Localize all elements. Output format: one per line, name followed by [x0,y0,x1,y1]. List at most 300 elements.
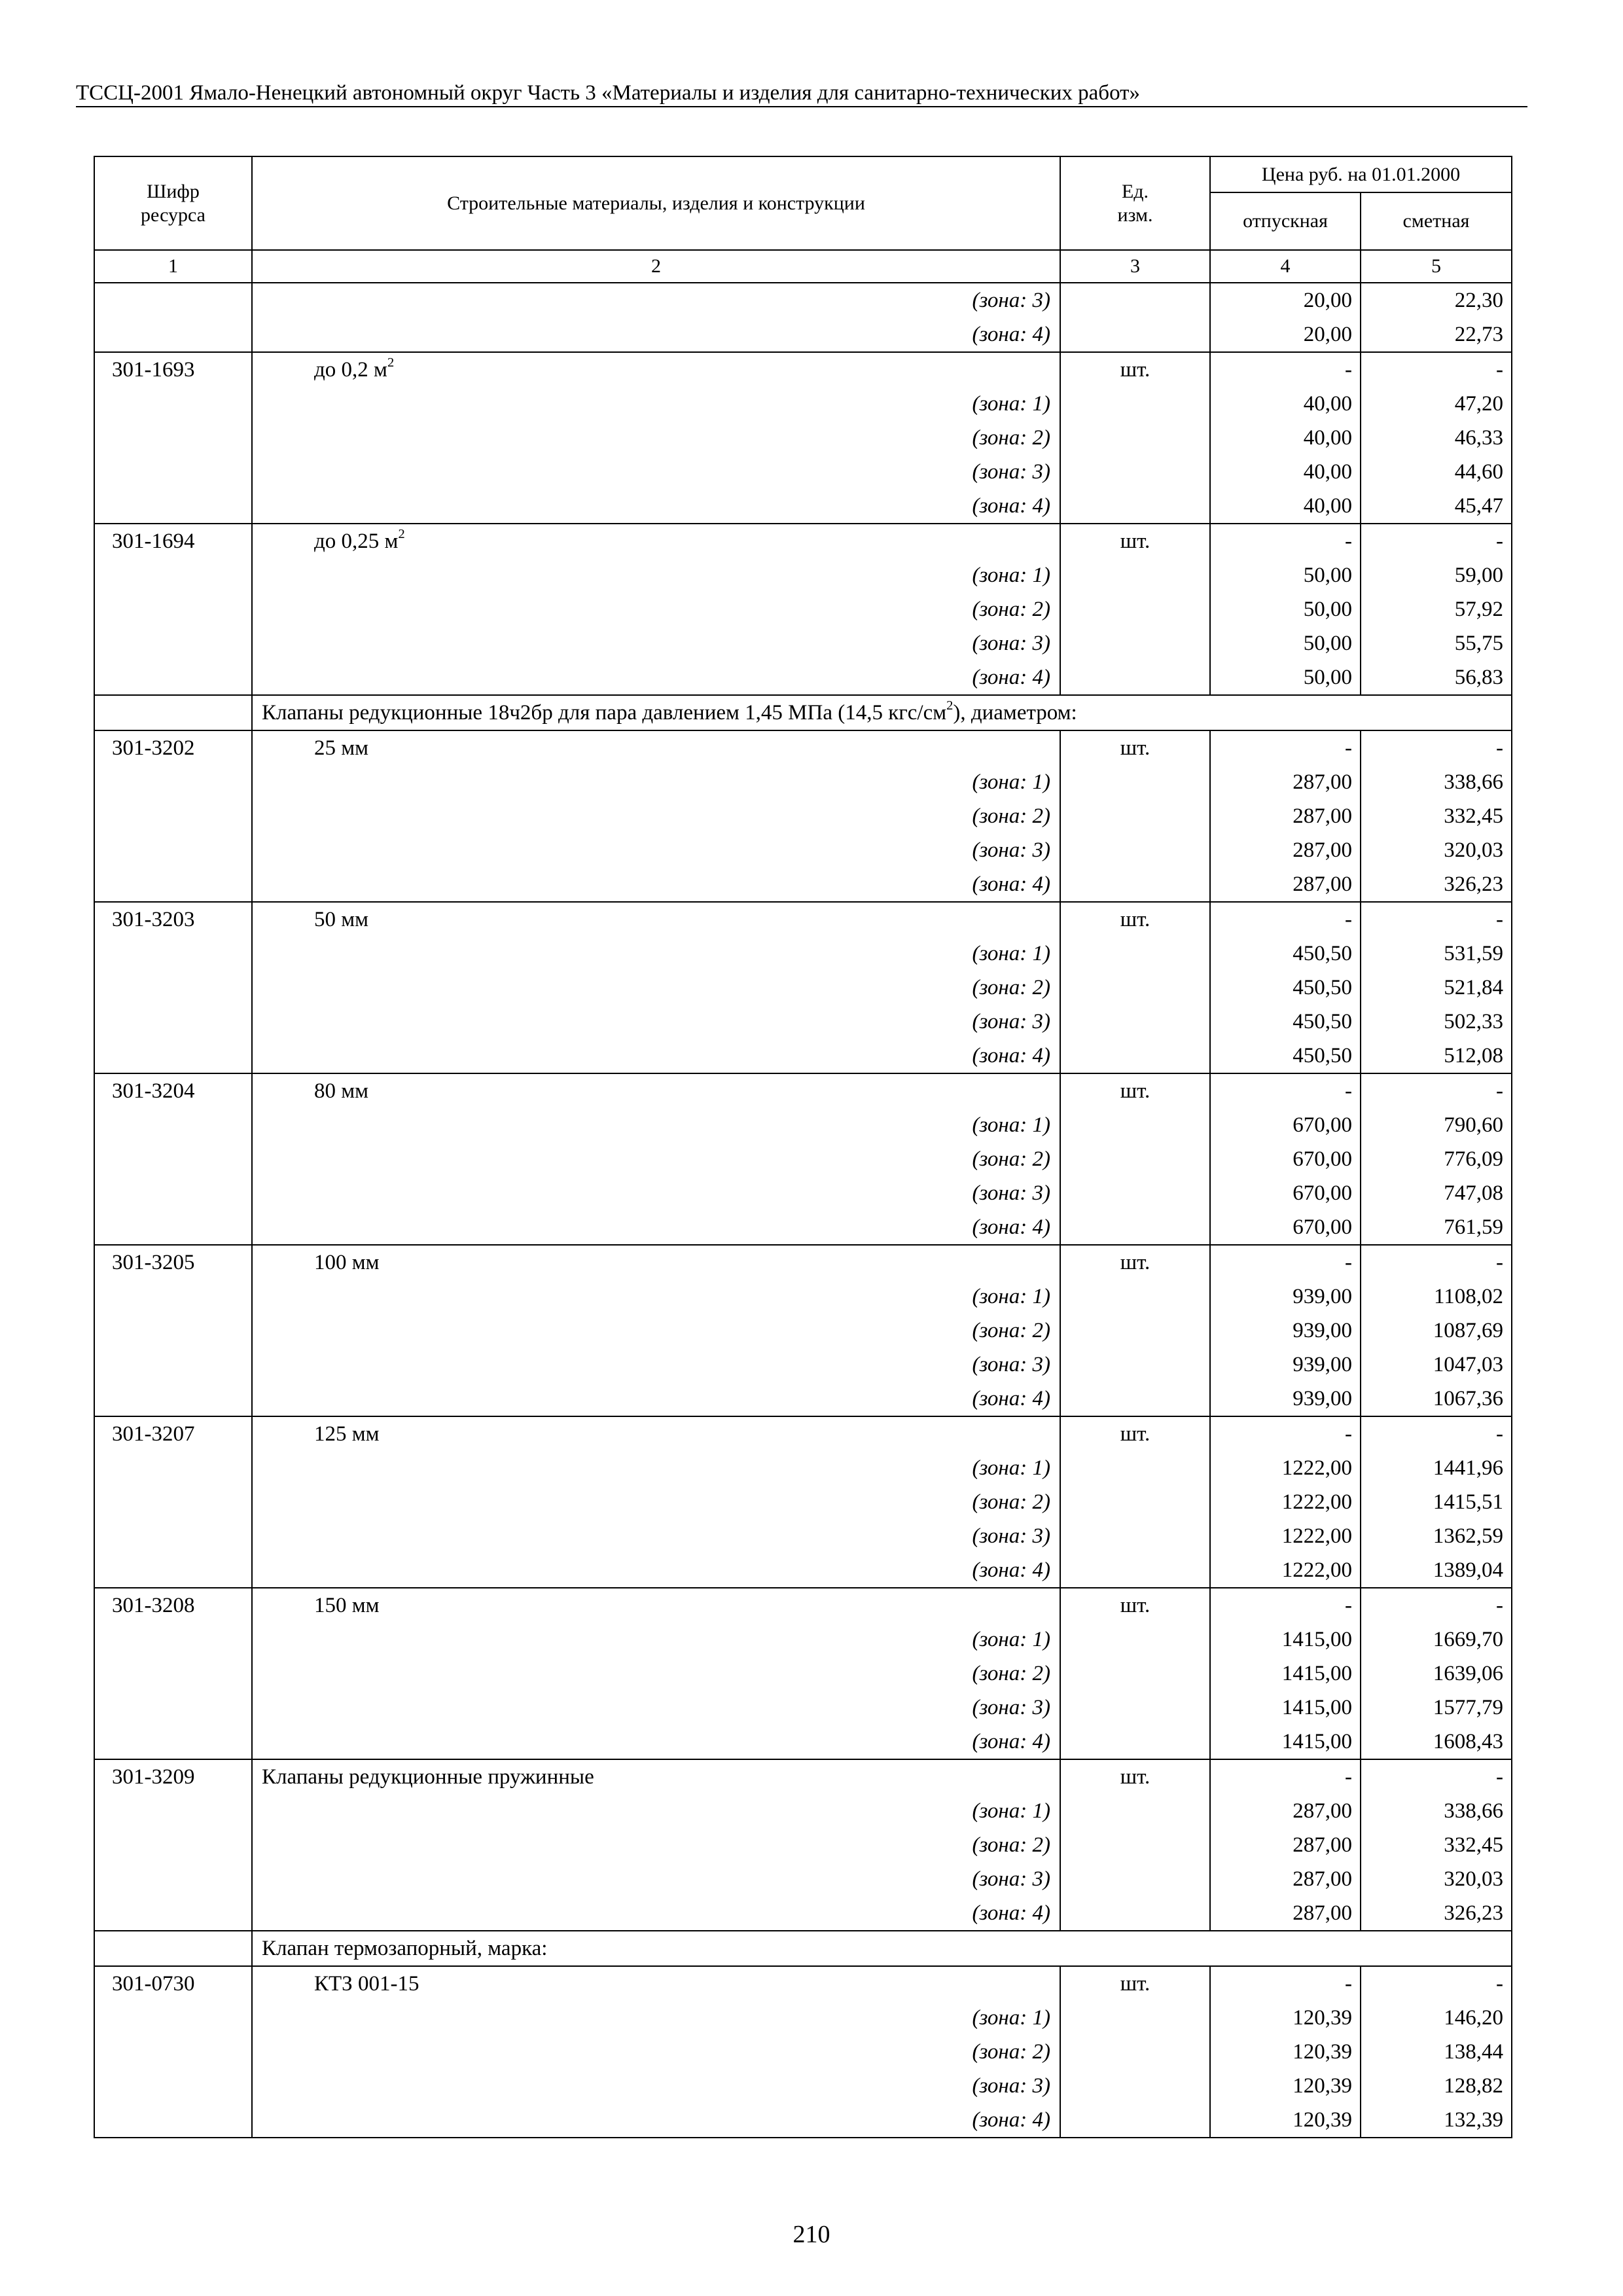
header-rule [76,106,1527,107]
column-header-release-label: отпускная [1243,210,1328,232]
cell-unit: шт. [1060,1966,1210,2001]
cell-release-price: 120,39 [1210,2103,1361,2138]
table-body [94,283,1512,2138]
cell-code [94,1451,252,1485]
cell-unit [1060,455,1210,489]
cell-zone: (зона: 4) [252,489,1060,524]
cell-estimate-price: - [1361,730,1512,765]
cell-estimate-price: - [1361,1073,1512,1108]
cell-code [94,1108,252,1142]
table-zone-row [94,421,1512,455]
cell-zone: (зона: 1) [252,937,1060,971]
cell-code [94,833,252,867]
cell-unit: шт. [1060,730,1210,765]
table-zone-row [94,765,1512,799]
cell-unit [1060,489,1210,524]
cell-zone: (зона: 1) [252,765,1060,799]
cell-code [94,626,252,660]
cell-code: 301-1694 [94,524,252,558]
table-zone-row [94,1280,1512,1314]
cell-unit [1060,1210,1210,1245]
cell-release-price: 939,00 [1210,1348,1361,1382]
cell-unit [1060,1896,1210,1931]
cell-code [94,1862,252,1896]
column-number-4: 4 [1210,250,1361,283]
cell-unit: шт. [1060,1245,1210,1280]
table-item-row [94,352,1512,387]
table-zone-row [94,2069,1512,2103]
cell-code [94,937,252,971]
table-zone-row [94,626,1512,660]
cell-code [94,1210,252,1245]
cell-release-price: 40,00 [1210,421,1361,455]
cell-release-price: - [1210,524,1361,558]
cell-zone: (зона: 2) [252,971,1060,1005]
cell-release-price: 287,00 [1210,799,1361,833]
cell-release-price: 450,50 [1210,1005,1361,1039]
table-zone-row [94,1862,1512,1896]
cell-name [252,902,1060,937]
cell-zone: (зона: 2) [252,1657,1060,1691]
table-zone-row [94,1382,1512,1416]
cell-unit: шт. [1060,1073,1210,1108]
table-item-row [94,1416,1512,1451]
cell-estimate-price: 1639,06 [1361,1657,1512,1691]
cell-zone: (зона: 2) [252,1142,1060,1176]
table-zone-row [94,937,1512,971]
cell-estimate-price: 332,45 [1361,1828,1512,1862]
cell-release-price: 287,00 [1210,1896,1361,1931]
cell-release-price: 1415,00 [1210,1657,1361,1691]
cell-code [94,2001,252,2035]
cell-name [252,1073,1060,1108]
cell-zone: (зона: 2) [252,799,1060,833]
cell-release-price: 939,00 [1210,1314,1361,1348]
cell-code [94,1828,252,1862]
cell-zone: (зона: 1) [252,1451,1060,1485]
cell-zone: (зона: 4) [252,317,1060,352]
cell-estimate-price: 747,08 [1361,1176,1512,1210]
table-zone-row [94,317,1512,352]
cell-estimate-price: - [1361,1416,1512,1451]
column-number-3: 3 [1060,250,1210,283]
cell-unit [1060,592,1210,626]
cell-code [94,1382,252,1416]
cell-code [94,1691,252,1725]
cell-unit: шт. [1060,352,1210,387]
cell-code [94,387,252,421]
cell-unit [1060,1176,1210,1210]
table-zone-row [94,1691,1512,1725]
table-zone-row [94,2103,1512,2138]
cell-estimate-price: 502,33 [1361,1005,1512,1039]
cell-release-price: 20,00 [1210,283,1361,317]
cell-code [94,765,252,799]
cell-unit [1060,1553,1210,1588]
cell-code [94,799,252,833]
page-number: 210 [793,2221,830,2248]
cell-estimate-price: - [1361,1966,1512,2001]
cell-unit [1060,1348,1210,1382]
cell-unit [1060,799,1210,833]
column-header-price-group-label: Цена руб. на 01.01.2000 [1261,163,1461,185]
cell-estimate-price: 55,75 [1361,626,1512,660]
cell-release-price: 1222,00 [1210,1485,1361,1519]
cell-zone: (зона: 2) [252,592,1060,626]
item-name-superscript: 2 [398,526,405,541]
cell-release-price: 287,00 [1210,1862,1361,1896]
cell-estimate-price: 531,59 [1361,937,1512,971]
column-header-price-group [1210,156,1512,192]
cell-estimate-price: - [1361,352,1512,387]
cell-unit [1060,1519,1210,1553]
cell-unit [1060,1623,1210,1657]
cell-estimate-price: 1362,59 [1361,1519,1512,1553]
cell-estimate-price: 57,92 [1361,592,1512,626]
table-item-row [94,1759,1512,1794]
cell-code [94,1896,252,1931]
item-name-text: 50 мм [314,908,369,931]
cell-code: 301-3205 [94,1245,252,1280]
cell-code [94,1314,252,1348]
cell-code: 301-3209 [94,1759,252,1794]
cell-unit [1060,1451,1210,1485]
table-zone-row [94,799,1512,833]
cell-code [94,1280,252,1314]
table-zone-row [94,1657,1512,1691]
cell-code: 301-0730 [94,1966,252,2001]
table-zone-row [94,1828,1512,1862]
table-zone-row [94,1794,1512,1828]
cell-unit [1060,660,1210,695]
table-zone-row [94,1485,1512,1519]
cell-release-price: - [1210,1588,1361,1623]
table-zone-row [94,1623,1512,1657]
cell-zone: (зона: 4) [252,2103,1060,2138]
cell-code [94,1725,252,1759]
table-zone-row [94,1039,1512,1073]
table-zone-row [94,1142,1512,1176]
cell-zone: (зона: 3) [252,283,1060,317]
cell-code [94,2069,252,2103]
cell-zone: (зона: 4) [252,1896,1060,1931]
cell-name [252,1245,1060,1280]
cell-release-price: - [1210,1073,1361,1108]
table-zone-row [94,971,1512,1005]
cell-release-price: - [1210,902,1361,937]
cell-zone: (зона: 4) [252,1553,1060,1588]
cell-code [94,489,252,524]
column-number-1: 1 [94,250,252,283]
cell-estimate-price: 320,03 [1361,833,1512,867]
cell-estimate-price: 512,08 [1361,1039,1512,1073]
cell-code [94,1794,252,1828]
table-zone-row [94,2001,1512,2035]
cell-release-price: - [1210,1245,1361,1280]
column-number-2: 2 [252,250,1060,283]
cell-zone: (зона: 3) [252,1348,1060,1382]
item-name-text: 25 мм [314,736,369,760]
cell-code: 301-3203 [94,902,252,937]
cell-code [94,1485,252,1519]
column-header-estimate-label: сметная [1402,210,1470,232]
cell-code: 301-3204 [94,1073,252,1108]
cell-estimate-price: 1108,02 [1361,1280,1512,1314]
cell-release-price: 120,39 [1210,2001,1361,2035]
table-zone-row [94,1314,1512,1348]
cell-code: 301-3207 [94,1416,252,1451]
table-zone-row [94,283,1512,317]
cell-unit [1060,1862,1210,1896]
table-zone-row [94,1451,1512,1485]
cell-release-price: 450,50 [1210,971,1361,1005]
document-header-title: ТССЦ-2001 Ямало-Ненецкий автономный округ Часть 3 «Материалы и изделия для санитарно-технических работ» [76,81,1141,105]
cell-unit [1060,421,1210,455]
cell-estimate-price: 1067,36 [1361,1382,1512,1416]
cell-name [252,1588,1060,1623]
table-zone-row [94,1725,1512,1759]
table-zone-row [94,1519,1512,1553]
table-zone-row [94,1176,1512,1210]
cell-estimate-price: 320,03 [1361,1862,1512,1896]
cell-section-heading [252,695,1512,730]
cell-zone: (зона: 1) [252,387,1060,421]
cell-code [94,1519,252,1553]
cell-release-price: 1222,00 [1210,1451,1361,1485]
cell-estimate-price: - [1361,524,1512,558]
cell-estimate-price: 138,44 [1361,2035,1512,2069]
cell-release-price: 1222,00 [1210,1553,1361,1588]
cell-code: 301-3208 [94,1588,252,1623]
column-header-unit [1060,156,1210,250]
cell-estimate-price: 332,45 [1361,799,1512,833]
cell-release-price: 40,00 [1210,489,1361,524]
cell-estimate-price: 1577,79 [1361,1691,1512,1725]
table-zone-row [94,1005,1512,1039]
price-table [94,156,1512,2138]
cell-release-price: 120,39 [1210,2069,1361,2103]
cell-code [94,867,252,902]
table-zone-row [94,660,1512,695]
cell-release-price: 1415,00 [1210,1691,1361,1725]
cell-code [94,2103,252,2138]
cell-unit [1060,1142,1210,1176]
cell-unit [1060,387,1210,421]
cell-zone: (зона: 3) [252,833,1060,867]
cell-release-price: 50,00 [1210,592,1361,626]
cell-name [252,1416,1060,1451]
section-heading-superscript: 2 [946,698,954,713]
cell-estimate-price: 47,20 [1361,387,1512,421]
cell-code [94,1142,252,1176]
table-header [94,156,1512,283]
cell-zone: (зона: 2) [252,2035,1060,2069]
cell-estimate-price: 22,30 [1361,283,1512,317]
cell-unit [1060,1280,1210,1314]
table-zone-row [94,387,1512,421]
column-header-release [1210,192,1361,250]
cell-estimate-price: 338,66 [1361,1794,1512,1828]
table-section-heading-row [94,695,1512,730]
cell-code [94,1623,252,1657]
cell-release-price: 120,39 [1210,2035,1361,2069]
table-item-row [94,1588,1512,1623]
cell-release-price: - [1210,1966,1361,2001]
cell-zone: (зона: 2) [252,1828,1060,1862]
column-number-5: 5 [1361,250,1512,283]
cell-zone: (зона: 3) [252,2069,1060,2103]
cell-zone: (зона: 3) [252,626,1060,660]
cell-release-price: 287,00 [1210,765,1361,799]
cell-estimate-price: 22,73 [1361,317,1512,352]
cell-release-price: 40,00 [1210,455,1361,489]
cell-estimate-price: - [1361,1245,1512,1280]
table-zone-row [94,1553,1512,1588]
cell-unit [1060,867,1210,902]
table-section-heading-row [94,1931,1512,1966]
cell-release-price: 287,00 [1210,867,1361,902]
table-item-row [94,524,1512,558]
cell-release-price: 287,00 [1210,833,1361,867]
cell-estimate-price: 132,39 [1361,2103,1512,2138]
cell-estimate-price: 761,59 [1361,1210,1512,1245]
cell-estimate-price: 1415,51 [1361,1485,1512,1519]
cell-zone: (зона: 3) [252,1005,1060,1039]
cell-code: 301-1693 [94,352,252,387]
cell-unit [1060,2103,1210,2138]
section-heading-text: Клапаны редукционные 18ч2бр для пара давлением 1,45 МПа (14,5 кгс/см [262,701,947,725]
cell-code [94,1553,252,1588]
cell-unit: шт. [1060,524,1210,558]
cell-name [252,524,1060,558]
cell-estimate-price: 44,60 [1361,455,1512,489]
cell-unit [1060,971,1210,1005]
table-zone-row [94,592,1512,626]
item-name-text: Клапаны редукционные пружинные [262,1765,594,1789]
cell-unit [1060,626,1210,660]
cell-unit [1060,2069,1210,2103]
cell-zone: (зона: 1) [252,2001,1060,2035]
table-zone-row [94,833,1512,867]
cell-release-price: 287,00 [1210,1794,1361,1828]
column-header-unit-label: Ед. изм. [1117,180,1153,226]
cell-estimate-price: 790,60 [1361,1108,1512,1142]
cell-code [94,971,252,1005]
cell-name [252,352,1060,387]
section-heading-text: Клапан термозапорный, марка: [262,1937,548,1960]
table-zone-row [94,455,1512,489]
item-name-text: 100 мм [314,1251,380,1274]
table-zone-row [94,1896,1512,1931]
cell-zone: (зона: 4) [252,1039,1060,1073]
cell-code [94,421,252,455]
cell-zone: (зона: 3) [252,1176,1060,1210]
cell-code [94,1348,252,1382]
table-item-row [94,902,1512,937]
cell-code [94,1931,252,1966]
cell-zone: (зона: 4) [252,867,1060,902]
table-item-row [94,1245,1512,1280]
cell-unit [1060,1794,1210,1828]
cell-unit: шт. [1060,1416,1210,1451]
table-zone-row [94,2035,1512,2069]
cell-estimate-price: 1608,43 [1361,1725,1512,1759]
cell-unit [1060,1691,1210,1725]
cell-release-price: 287,00 [1210,1828,1361,1862]
cell-release-price: 50,00 [1210,660,1361,695]
cell-release-price: 1222,00 [1210,1519,1361,1553]
cell-release-price: 670,00 [1210,1176,1361,1210]
table-item-row [94,1073,1512,1108]
cell-unit: шт. [1060,1588,1210,1623]
cell-unit [1060,833,1210,867]
cell-estimate-price: 128,82 [1361,2069,1512,2103]
cell-release-price: 450,50 [1210,1039,1361,1073]
cell-zone: (зона: 4) [252,1210,1060,1245]
cell-release-price: 450,50 [1210,937,1361,971]
cell-zone: (зона: 1) [252,1623,1060,1657]
cell-estimate-price: 45,47 [1361,489,1512,524]
cell-release-price: 670,00 [1210,1108,1361,1142]
cell-zone: (зона: 4) [252,1382,1060,1416]
cell-estimate-price: 46,33 [1361,421,1512,455]
cell-zone: (зона: 3) [252,1519,1060,1553]
item-name-text: до 0,25 м [314,529,399,553]
cell-zone: (зона: 2) [252,1485,1060,1519]
table-item-row [94,1966,1512,2001]
cell-name [252,1759,1060,1794]
cell-estimate-price: 146,20 [1361,2001,1512,2035]
cell-release-price: 50,00 [1210,626,1361,660]
column-header-name-label: Строительные материалы, изделия и конструкции [447,192,865,214]
cell-zone: (зона: 2) [252,1314,1060,1348]
cell-unit [1060,1108,1210,1142]
column-header-name [252,156,1060,250]
cell-estimate-price: - [1361,1759,1512,1794]
item-name-text: 125 мм [314,1422,380,1446]
cell-estimate-price: 521,84 [1361,971,1512,1005]
cell-zone: (зона: 1) [252,1108,1060,1142]
cell-unit [1060,2035,1210,2069]
section-heading-text-end: ), диаметром: [953,701,1077,725]
cell-estimate-price: 776,09 [1361,1142,1512,1176]
cell-zone: (зона: 1) [252,1280,1060,1314]
cell-release-price: 1415,00 [1210,1725,1361,1759]
cell-code [94,1176,252,1210]
cell-zone: (зона: 1) [252,558,1060,592]
cell-code [94,660,252,695]
cell-release-price: - [1210,730,1361,765]
cell-unit [1060,1382,1210,1416]
cell-estimate-price: 1389,04 [1361,1553,1512,1588]
cell-zone: (зона: 3) [252,455,1060,489]
cell-unit [1060,1657,1210,1691]
cell-code [94,1039,252,1073]
cell-release-price: 670,00 [1210,1210,1361,1245]
cell-zone: (зона: 3) [252,1862,1060,1896]
cell-code [94,1005,252,1039]
cell-code [94,455,252,489]
item-name-superscript: 2 [387,355,395,370]
cell-code [94,317,252,352]
column-header-code-label: Шифр ресурса [141,180,205,226]
item-name-text: 80 мм [314,1079,369,1103]
cell-unit: шт. [1060,902,1210,937]
cell-estimate-price: - [1361,902,1512,937]
cell-release-price: 1415,00 [1210,1623,1361,1657]
cell-estimate-price: - [1361,1588,1512,1623]
cell-code [94,592,252,626]
